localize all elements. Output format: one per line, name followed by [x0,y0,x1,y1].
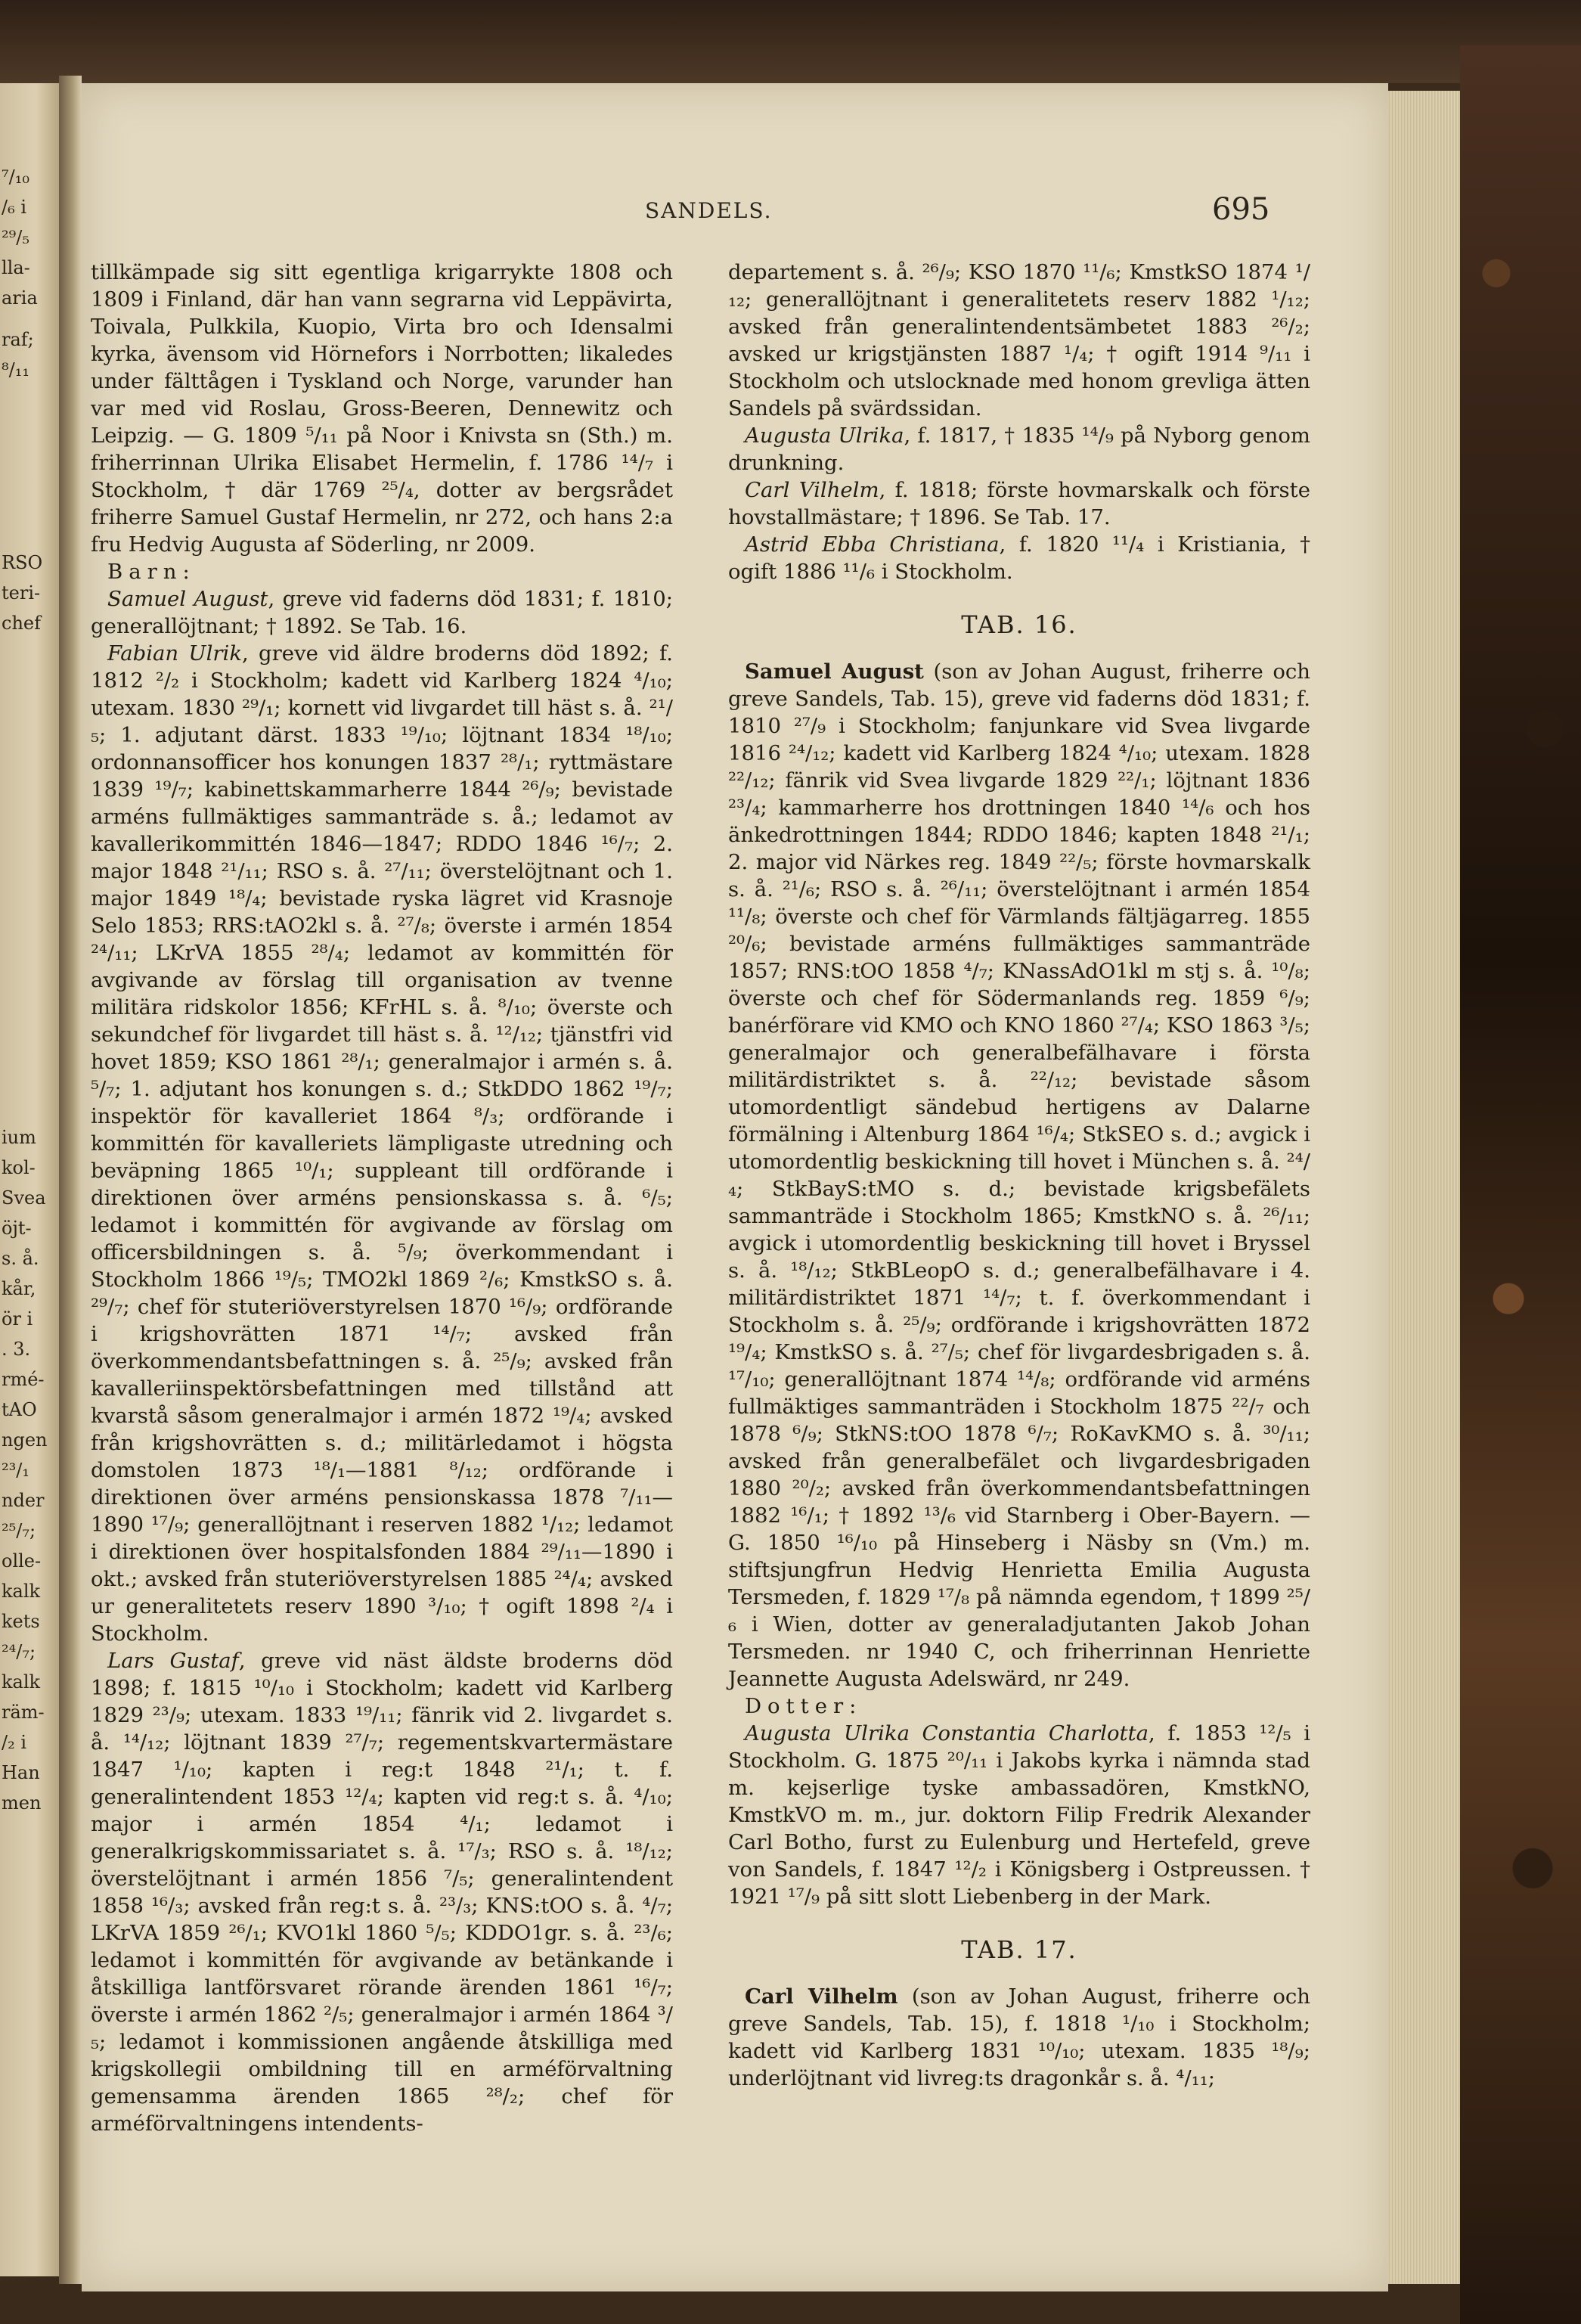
entry-paragraph [728,658,1310,1693]
page-edges [1388,91,1460,2284]
right-column [728,259,1310,2092]
prev-page-fragment: Svea [2,1187,46,1209]
prev-page-fragment: rmé- [2,1369,45,1390]
prev-page-fragment: kalk [2,1581,41,1602]
prev-page-fragment: ²³/₁ [2,1460,29,1481]
prev-page-fragment: ²⁴/₇; [2,1641,36,1662]
paragraph: Lars Gustaf, greve vid näst äldste broderns död 1898; f. 1815 ¹⁰/₁₀ i Stockholm; kadett vid Karlberg 1829 ²³/₉; utexam. 1833 ¹⁹/₁₁; fänrik vid 2. livgardet s. å. ¹⁴/₁₂; löjtnant 1839 ²⁷/₇; regementskvartermästare 1847 ¹/₁₀; kapten i reg:t 1848 ²¹/₁; t. f. generalintendent 1853 ¹²/₄; kapten vid reg:t s. å. ⁴/₁₀; major i armén 1854 ⁴/₁; ledamot i generalkrigskommissariatet s. å. ¹⁷/₃; RSO s. å. ¹⁸/₁₂; överstelöjtnant i armén 1856 ⁷/₅; generalintendent 1858 ¹⁶/₃; avsked från reg:t s. å. ²³/₃; KNS:tOO s. å. ⁴/₇; LKrVA 1859 ²⁶/₁; KVO1kl 1860 ⁵/₅; KDDO1gr. s. å. ²³/₆; ledamot i kommittén för avgivande av betänkande i åtskilliga lantförsvaret rörande ärenden 1861 ¹⁶/₇; överste i armén 1862 ²/₅; generalmajor i armén 1864 ³/₅; ledamot i kommissionen angående åtskilliga med krigskollegii ombildning till en arméförvaltning gemensamma ärenden 1865 ²⁸/₂; chef för arméförvaltningens intendents- [91,1649,673,2136]
prev-page-fragment: ⁷/₁₀ [2,166,29,188]
entry-text: (son av Johan August, friherre och greve Sandels, Tab. 15), greve vid faderns död 1831; f. 1810 ²⁷/₉ i Stockholm; fanjunkare vid Svea livgarde 1816 ²⁴/₁₂; kadett vid Karlberg 1824 ⁴/₁₀; utexam. 1828 ²²/₁₂; fänrik vid Svea livgarde 1829 ²²/₁; löjtnant 1836 ²³/₄; kammarherre hos drottningen 1840 ¹⁴/₆ och hos änkedrottningen 1844; RDDO 1846; kapten 1848 ²¹/₁; 2. major vid Närkes reg. 1849 ²²/₅; förste hovmarskalk s. å. ²¹/₆; RSO s. å. ²⁶/₁₁; överstelöjtnant i armén 1854 ¹¹/₈; överste och chef för Värmlands fältjägarreg. 1855 ²⁰/₆; bevistade arméns fullmäktiges sammanträde 1857; RNS:tOO 1858 ⁴/₇; KNassAdO1kl m stj s. å. ¹⁰/₈; överste och chef för Södermanlands reg. 1859 ⁶/₉; banérförare vid KMO och KNO 1860 ²⁷/₄; KSO 1863 ³/₅; generalmajor och generalbefälhavare i första militärdistriktet s. å. ²²/₁₂; bevistade såsom utomordentligt sändebud hertigens av Dalarne förmälning i Altenburg 1864 ¹⁶/₄; StkSEO s. d.; avgick i utomordentlig beskickning till hovet i München s. å. ²⁴/₄; StkBayS:tMO s. d.; bevistade krigsbefälets sammanträde i Stockholm 1865; KmstkNO s. å. ²⁶/₁₁; avgick i utomordentlig beskickning till hovet i Bryssel s. å. ¹⁸/₁₂; StkBLeopO s. d.; generalbefälhavare i 4. militärdistriktet 1871 ¹⁴/₇; t. f. överkommendant i Stockholm s. å. ²⁵/₉; ordförande i krigshovrätten 1872 ¹⁹/₄; KmstkSO s. å. ²⁷/₅; chef för livgardesbrigaden s. å. ¹⁷/₁₀; generallöjtnant 1874 ¹⁴/₈; ordförande vid arméns fullmäktiges sammanträden i Stockholm 1875 ²²/₇ och 1878 ⁶/₉; StkNS:tOO 1878 ⁶/₇; RoKavKMO s. å. ³⁰/₁₁; avsked från generalbefälet och livgardesbrigaden 1880 ²⁰/₂; avsked från överkommendantsbefattningen 1882 ¹⁶/₁; † 1892 ¹³/₆ vid Starnberg i Ober-Bayern. — G. 1850 ¹⁶/₁₀ på Hinseberg i Näsby sn (Vm.) m. stiftsjungfrun Hedvig Henrietta Emilia Augusta Tersmeden, f. 1829 ¹⁷/₈ på nämnda egendom, † 1899 ²⁵/₆ i Wien, dotter av generaladjutanten Jakob Johan Tersmeden. nr 1940 C, och friherrinnan Henriette Jeannette Augusta Adelswärd, nr 249. [728,659,1310,1691]
prev-page-fragment: kalk [2,1671,41,1693]
prev-page-fragment: ium [2,1127,36,1148]
prev-page-fragment: Han [2,1762,40,1783]
barn-label: Barn: [107,560,196,584]
person-name: Carl Vilhelm [745,478,879,502]
running-head-title: SANDELS. [645,198,773,223]
person-name: Lars Gustaf [107,1649,239,1673]
prev-page-fragment: ⁸/₁₁ [2,359,29,380]
paragraph: Samuel August, greve vid faderns död 1831; f. 1810; generallöjtnant; † 1892. Se Tab. 16. [91,587,673,638]
paragraph: Astrid Ebba Christiana, f. 1820 ¹¹/₄ i Kristiania, † ogift 1886 ¹¹/₆ i Stockholm. [728,532,1310,584]
prev-page-fragment: räm- [2,1702,45,1723]
prev-page-fragment: /₆ i [2,197,27,218]
dotter-label: Dotter: [745,1694,863,1718]
paragraph: tillkämpade sig sitt egentliga krigarrykte 1808 och 1809 i Finland, där han vann segrarna vid Leppävirta, Toivala, Pulkkila, Kuopio, Virta bro och Idensalmi kyrka, ävensom vid Hörnefors i Norrbotten; likaledes under fälttågen i Tyskland och Norge, varunder han var med vid Roslau, Gross-Beeren, Dennewitz och Leipzig. — G. 1809 ⁵/₁₁ på Noor i Knivsta sn (Sth.) m. friherrinnan Ulrika Elisabet Hermelin, f. 1786 ¹⁴/₇ i Stockholm, † där 1769 ²⁵/₄, dotter av bergsrådet friherre Samuel Gustaf Hermelin, nr 272, och hans 2:a fru Hedvig Augusta af Söderling, nr 2009. [91,260,673,557]
prev-page-fragment: olle- [2,1550,42,1572]
book-gutter [59,76,82,2284]
table-heading: TAB. 16. [961,610,1077,639]
entry-name: Samuel August [745,659,924,684]
paragraph: Augusta Ulrika Constantia Charlotta, f. 1853 ¹²/₅ i Stockholm. G. 1875 ²⁰/₁₁ i Jakobs kyrka i nämnda stad m. kejserlige tyske ambassadören, KmstkNO, KmstkVO m. m., jur. doktorn Filip Fredrik Alexander Carl Botho, furst zu Eulenburg und Hertefeld, greve von Sandels, f. 1847 ¹²/₂ i Königsberg i Ostpreussen. † 1921 ¹⁷/₉ på sitt slott Liebenberg in der Mark. [728,1721,1310,1909]
prev-page-fragment: /₂ i [2,1732,27,1753]
prev-page-fragment: ngen [2,1429,48,1451]
prev-page-fragment: aria [2,287,38,309]
person-name: Astrid Ebba Christiana [745,532,1000,557]
prev-page-fragment: nder [2,1490,45,1511]
prev-page-fragment: . 3. [2,1339,31,1360]
prev-page-fragment: ör i [2,1308,33,1330]
running-head [82,192,1388,236]
prev-page-fragment: kets [2,1611,40,1632]
prev-page-fragment: chef [2,613,41,634]
prev-page-fragment: men [2,1792,42,1814]
prev-page-fragment: kol- [2,1157,36,1178]
left-column [91,259,673,2137]
table-heading: TAB. 17. [961,1935,1077,1964]
prev-page-fragment: s. å. [2,1248,39,1269]
page-number: 695 [1212,192,1270,227]
top-background [0,0,1581,83]
person-name: Augusta Ulrika [745,424,904,448]
previous-page-edge [0,83,59,2276]
prev-page-fragment: RSO [2,552,43,573]
paragraph: Fabian Ulrik, greve vid äldre broderns död 1892; f. 1812 ²/₂ i Stockholm; kadett vid Karlberg 1824 ⁴/₁₀; utexam. 1830 ²⁹/₁; kornett vid livgardet till häst s. å. ²¹/₅; 1. adjutant därst. 1833 ¹⁹/₁₀; löjtnant 1834 ¹⁸/₁₀; ordonnansofficer hos konungen 1837 ²⁸/₁; ryttmästare 1839 ¹⁹/₇; kabinettskammarherre 1844 ²⁶/₉; bevistade arméns fullmäktiges sammanträde s. å.; ledamot av kavallerikommittén 1846—1847; RDDO 1846 ¹⁶/₇; 2. major 1848 ²¹/₁₁; RSO s. å. ²⁷/₁₁; överstelöjtnant och 1. major 1849 ¹⁸/₄; bevistade ryska lägret vid Krasnoje Selo 1853; RRS:tAO2kl s. å. ²⁷/₈; överste i armén 1854 ²⁴/₁₁; LKrVA 1855 ²⁸/₄; ledamot av kommittén för avgivande av förslag till organisation av tvenne militära ridskolor 1856; KFrHL s. å. ⁸/₁₀; överste och sekundchef för livgardet till häst s. å. ¹²/₁₂; tjänstfri vid hovet 1859; KSO 1861 ²⁸/₁; generalmajor i armén s. å. ⁵/₇; 1. adjutant hos konungen s. d.; StkDDO 1862 ¹⁹/₇; inspektör för kavalleriet 1864 ⁸/₃; ordförande i kommittén för kavalleriets lämpligaste utredning och beväpning 1865 ¹⁰/₁; suppleant till ordförande i direktionen över arméns pensionskassa s. å. ⁶/₅; ledamot i kommittén för avgivande av förslag om officersbildningen s. å. ⁵/₉; överkommendant i Stockholm 1866 ¹⁹/₅; TMO2kl 1869 ²/₆; KmstkSO s. å. ²⁹/₇; chef för stuteriöverstyrelsen 1870 ¹⁶/₉; ordförande i krigshovrätten 1871 ¹⁴/₇; avsked från överkommendantsbefattningen s. å. ²⁵/₉; avsked från kavalleriinspektörsbefattningen med tillstånd att kvarstå såsom generalmajor i armén 1872 ¹⁹/₄; avsked från krigshovrätten s. d.; militärledamot i högsta domstolen 1873 ¹⁸/₁—1881 ⁸/₁₂; ordförande i direktionen över arméns pensionskassa 1878 ⁷/₁₁—1890 ¹⁷/₉; generallöjtnant i reserven 1882 ¹/₁₂; ledamot i direktionen över hospitalsfonden 1884 ²⁹/₁₁—1890 i okt.; avsked från stuteriöverstyrelsen 1885 ²⁴/₄; avsked ur generalitetets reserv 1890 ³/₁₀; † ogift 1898 ²/₄ i Stockholm. [91,641,673,1646]
prev-page-fragment: ²⁹/₅ [2,227,29,248]
paragraph: Carl Vilhelm, f. 1818; förste hovmarskalk och förste hovstallmästare; † 1896. Se Tab. 17. [728,478,1310,529]
prev-page-fragment: ²⁵/₇; [2,1520,36,1541]
person-name: Fabian Ulrik [107,641,242,666]
entry-name: Carl Vilhelm [745,1984,898,2009]
prev-page-fragment: kår, [2,1278,36,1299]
prev-page-fragment: lla- [2,257,30,278]
paragraph: departement s. å. ²⁶/₉; KSO 1870 ¹¹/₆; KmstkSO 1874 ¹/₁₂; generallöjtnant i generalitetets reserv 1882 ¹/₁₂; avsked från generalintendentsämbetet 1883 ²⁶/₂; avsked ur krigstjänsten 1887 ¹/₄; † ogift 1914 ⁹/₁₁ i Stockholm och utslocknade med honom grevliga ätten Sandels på svärdssidan. [728,260,1310,420]
book-page [82,83,1388,2291]
marbled-cover [1460,45,1581,2324]
prev-page-fragment: raf; [2,329,34,350]
prev-page-fragment: öjt- [2,1218,32,1239]
person-name: Augusta Ulrika Constantia Charlotta [745,1721,1149,1745]
person-name: Samuel August [107,587,268,611]
entry-paragraph [728,1983,1310,2092]
entry-text: (son av Johan August, friherre och greve Sandels, Tab. 15), f. 1818 ¹/₁₀ i Stockholm; kadett vid Karlberg 1831 ¹⁰/₁₀; utexam. 1835 ¹⁸/₉; underlöjtnant vid livreg:ts dragonkår s. å. ⁴/₁₁; [728,1984,1310,2090]
prev-page-fragment: teri- [2,582,41,603]
prev-page-fragment: tAO [2,1399,37,1420]
paragraph: Augusta Ulrika, f. 1817, † 1835 ¹⁴/₉ på Nyborg genom drunkning. [728,424,1310,475]
